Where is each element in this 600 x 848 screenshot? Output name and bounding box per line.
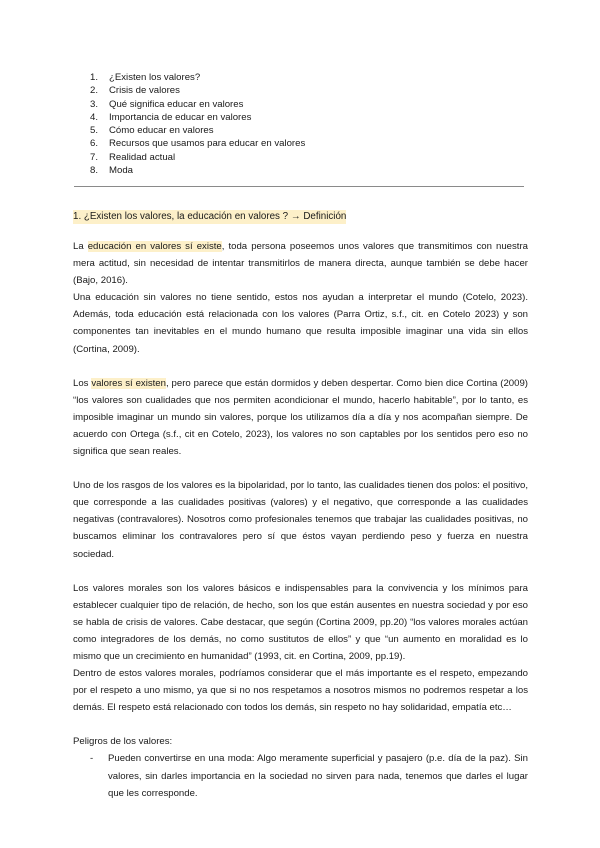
toc-item: 4. Importancia de educar en valores <box>90 111 252 123</box>
toc-item: 5. Cómo educar en valores <box>90 125 214 137</box>
paragraph: Dentro de estos valores morales, podríamos considerar que el más importante es el respeto, empezando por el respeto a uno mismo, ya que si no nos respetamos a nosotros mismos no podremos respetar a los demás. El respeto está relacionado con todos los demás, sin respeto no hay solidaridad, empatía etc… <box>73 668 528 714</box>
toc-item: 1. ¿Existen los valores? <box>90 72 201 83</box>
highlighted-text: valores sí existen <box>91 377 166 389</box>
section-body <box>73 238 528 802</box>
toc-item: 2. Crisis de valores <box>90 85 180 97</box>
table-of-contents <box>90 71 305 177</box>
paragraph: Los valores morales son los valores básicos e indispensables para la convivencia y los mínimos para establecer cualquier tipo de relación, de hecho, son los que están ausentes en nuestra sociedad y por eso se habla de crisis de valores. Cabe destacar, que según (Cortina 2009, pp.20) “los valores morales actúan como integradores de los demás, no como sustitutos de ellos” y que “un aumento en moralidad es lo mismo que un crecimiento en humanidad” (1993, cit. en Cortina, 2009, pp.19). <box>73 582 528 662</box>
dangers-title: Peligros de los valores: <box>73 736 173 748</box>
paragraph: Los valores sí existen, pero parece que están dormidos y deben despertar. Como bien dice Cortina (2009) “los valores son cualidades que nos permiten acondicionar el mundo, hacerlo habitable”, por lo tanto, es imposible imaginar un mundo sin valores, porque los utilizamos día a día y nos acompañan siempre. De acuerdo con Ortega (s.f., cit en Cotelo, 2023), los valores no son captables por los sentidos pero eso no significa que sean reales. <box>73 377 528 458</box>
toc-item: 7. Realidad actual <box>90 151 176 163</box>
paragraph: Una educación sin valores no tiene sentido, estos nos ayudan a interpretar el mundo (Cotelo, 2023). Además, toda educación está relacionada con los valores (Parra Ortiz, s.f., cit. en Cotelo 2023) y son componentes tan inevitables en el mundo humano que resulta imposible imaginar una vida sin ellos (Cortina, 2009). <box>73 292 528 355</box>
toc-item: 8. Moda <box>90 165 133 177</box>
toc-item: 6. Recursos que usamos para educar en valores <box>90 138 306 150</box>
paragraph: Uno de los rasgos de los valores es la bipolaridad, por lo tanto, las cualidades tienen dos polos: el positivo, que corresponde a las cualidades positivas (valores) y el negativo, que corresponde a las cualidades negativas (contravalores). Nosotros como profesionales tenemos que trabajar las cualidades positivas, no buscamos eliminar los contravalores pero sí que éstos vayan perdiendo peso y fuerza en nuestra sociedad. <box>73 480 528 560</box>
section-heading: 1. ¿Existen los valores, la educación en valores ? → Definición <box>73 211 347 222</box>
toc-item: 3. Qué significa educar en valores <box>90 98 244 110</box>
highlighted-text: educación en valores sí existe <box>87 241 222 252</box>
paragraph: La educación en valores sí existe, toda persona poseemos unos valores que transmitimos con nuestra mera actitud, sin necesidad de intentar transmitirlos de manera directa, aunque también se debe hacer (Bajo, 2016). <box>73 241 528 287</box>
dangers-list <box>73 750 528 801</box>
list-item: - Pueden convertirse en una moda: Algo meramente superficial y pasajero (p.e. día de la paz). Sin valores, sin darles importancia en la sociedad no sirven para nada, tenemos que darles el lugar que les corresponde. <box>73 750 528 801</box>
dash-bullet: - <box>90 753 94 765</box>
horizontal-divider <box>74 186 524 187</box>
